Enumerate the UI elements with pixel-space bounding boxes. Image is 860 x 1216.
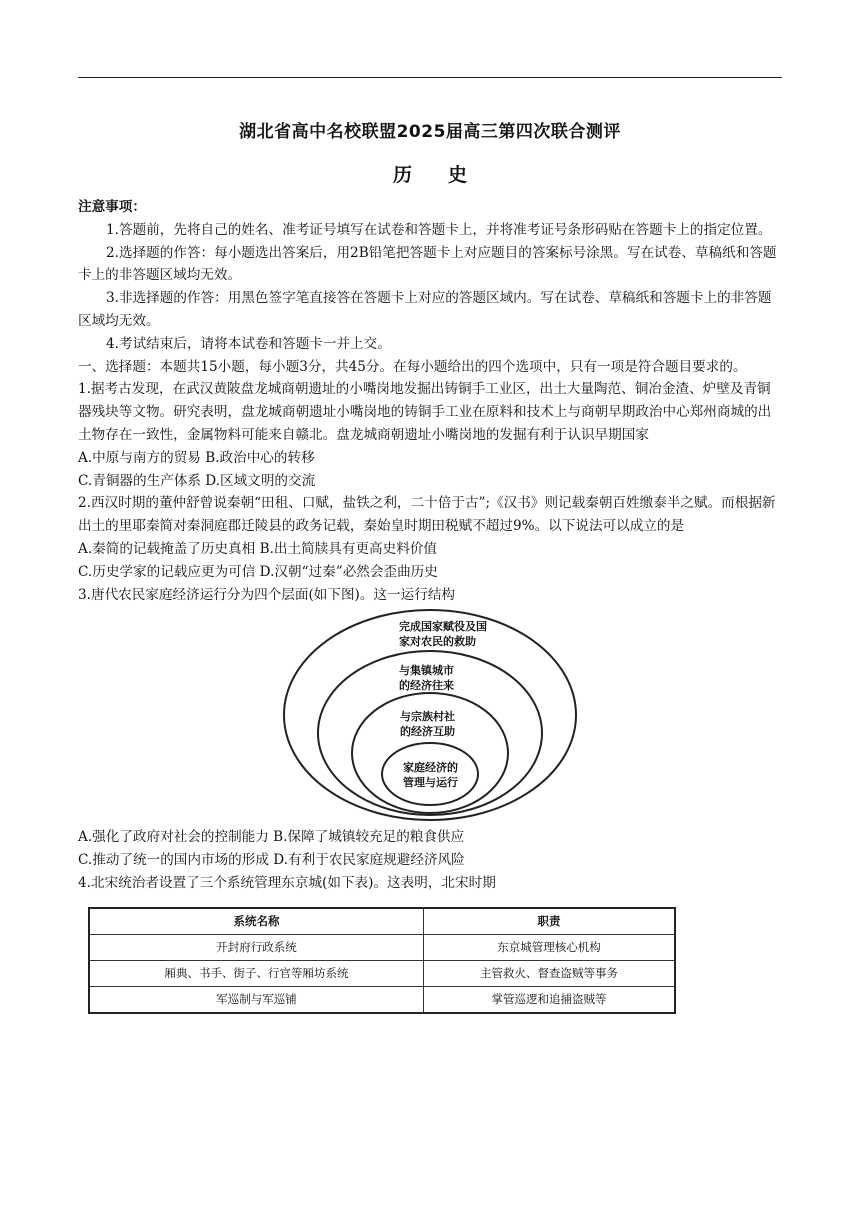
ring3-line2: 的经济互助 bbox=[400, 725, 455, 739]
q2-options-ab: A.秦简的记载掩盖了历史真相 B.出土简牍具有更高史料价值 bbox=[78, 540, 438, 557]
q4-table bbox=[88, 907, 676, 1014]
q1-stem: 1.据考古发现，在武汉黄陂盘龙城商朝遗址的小嘴岗地发掘出铸铜手工业区，出土大量陶范、铜冶金渣、炉壁及青铜器残块等文物。研究表明，盘龙城商朝遗址小嘴岗地的铸铜手工业在原料和技术上与商朝早期政治中心郑州商城的出土物存在一致性，金属物料可能来自赣北。盘龙城商朝遗址小嘴岗地的发掘有利于认识早期国家 bbox=[78, 381, 772, 443]
table-header: 职责 bbox=[423, 908, 675, 935]
table-cell: 开封府行政系统 bbox=[89, 934, 423, 960]
ring2-line1: 与集镇城市 bbox=[399, 664, 454, 678]
subject-char: 历 bbox=[392, 164, 412, 186]
table-cell: 主管救火、督查盗贼等事务 bbox=[423, 960, 675, 986]
ring3-line1: 与宗族村社 bbox=[400, 710, 455, 724]
ring2-line2: 的经济往来 bbox=[399, 679, 454, 693]
exam-content bbox=[78, 196, 782, 1014]
q4-stem: 4.北宋统治者设置了三个系统管理东京城(如下表)。这表明，北宋时期 bbox=[78, 874, 496, 891]
exam-title: 湖北省高中名校联盟2025届高三第四次联合测评 bbox=[239, 122, 621, 142]
table-cell: 厢典、书手、街子、行官等厢坊系统 bbox=[89, 960, 423, 986]
q3-options-cd: C.推动了统一的国内市场的形成 D.有利于农民家庭规避经济风险 bbox=[78, 852, 465, 869]
q2-stem: 2.西汉时期的董仲舒曾说秦朝“田租、口赋，盐铁之利，二十倍于古”;《汉书》则记载秦朝百姓缴泰半之赋。而根据新出土的里耶秦简对秦洞庭郡迁陵县的政务记载，秦始皇时期田税赋不超过9%。以下说法可以成立的是 bbox=[78, 495, 776, 535]
table-cell: 军巡制与军巡铺 bbox=[89, 986, 423, 1013]
ring4-line2: 管理与运行 bbox=[403, 776, 458, 790]
notice-item: 1.答题前，先将自己的姓名、准考证号填写在试卷和答题卡上，并将准考证号条形码贴在答题卡上的指定位置。 bbox=[106, 221, 772, 238]
q2-options-cd: C.历史学家的记载应更为可信 D.汉朝“过秦”必然会歪曲历史 bbox=[78, 563, 438, 580]
table-row bbox=[89, 960, 675, 986]
nested-rings-figure bbox=[281, 608, 579, 824]
notice-heading: 注意事项： bbox=[78, 199, 146, 215]
header-rule bbox=[78, 77, 782, 78]
table-row bbox=[89, 934, 675, 960]
ring-inner bbox=[382, 743, 478, 805]
ring1-line1: 完成国家赋役及国 bbox=[399, 620, 487, 634]
table-row bbox=[89, 986, 675, 1013]
ring1-line2: 家对农民的救助 bbox=[399, 635, 476, 649]
q3-stem: 3.唐代农民家庭经济运行分为四个层面(如下图)。这一运行结构 bbox=[78, 586, 456, 603]
table-header-row bbox=[89, 908, 675, 935]
q3-options-ab: A.强化了政府对社会的控制能力 B.保障了城镇较充足的粮食供应 bbox=[78, 829, 465, 846]
ring4-line1: 家庭经济的 bbox=[403, 761, 458, 775]
table-cell: 东京城管理核心机构 bbox=[423, 934, 675, 960]
q3-diagram bbox=[78, 608, 782, 826]
notice-item: 3.非选择题的作答：用黑色签字笔直接答在答题卡上对应的答题区域内。写在试卷、草稿纸和答题卡上的非答题区域均无效。 bbox=[78, 290, 772, 329]
q1-options-ab: A.中原与南方的贸易 B.政治中心的转移 bbox=[78, 449, 315, 466]
table-header: 系统名称 bbox=[89, 908, 423, 935]
notice-item: 2.选择题的作答：每小题选出答案后，用2B铅笔把答题卡上对应题目的答案标号涂黑。写在试卷、草稿纸和答题卡上的非答题区域均无效。 bbox=[78, 244, 777, 284]
q1-options-cd: C.青铜器的生产体系 D.区域文明的交流 bbox=[78, 472, 316, 489]
notice-item: 4.考试结束后，请将本试卷和答题卡一并上交。 bbox=[106, 335, 391, 352]
subject-char: 史 bbox=[448, 164, 468, 186]
table-cell: 掌管巡逻和追捕盗贼等 bbox=[423, 986, 675, 1013]
subject-title bbox=[0, 160, 860, 187]
section-intro: 一、选择题：本题共15小题，每小题3分，共45分。在每小题给出的四个选项中，只有一项是符合题目要求的。 bbox=[78, 358, 747, 375]
